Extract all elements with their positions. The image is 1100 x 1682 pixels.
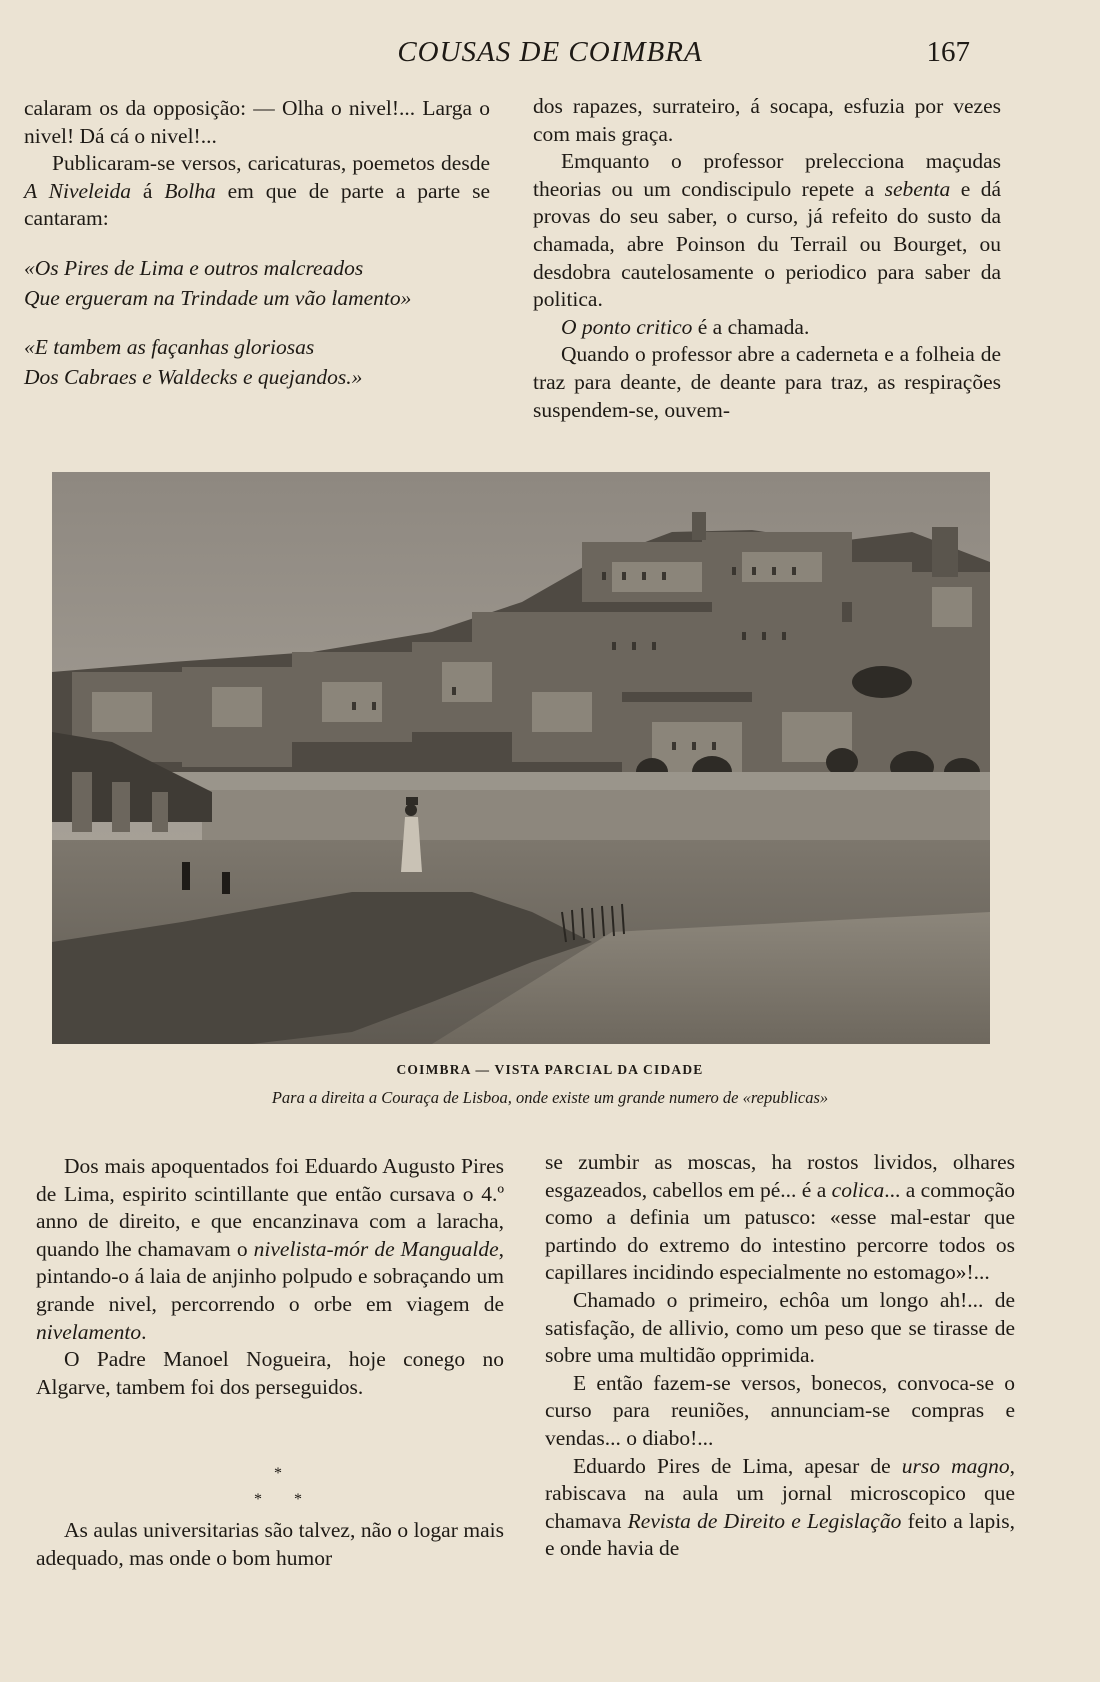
running-title: COUSAS DE COIMBRA (397, 36, 703, 68)
text-span: em que de parte a parte se cantaram: (24, 178, 490, 231)
paragraph (545, 1149, 1015, 1287)
book-title: Bolha (164, 178, 216, 203)
text-span: á (131, 178, 165, 203)
text-span: feito a lapis, e onde havia de (545, 1508, 1015, 1561)
page-header (0, 34, 1100, 74)
text-column-bottom-right (545, 1149, 1015, 1563)
emphasis: colica (831, 1177, 885, 1202)
text-span: é a chamada. (692, 314, 810, 339)
paragraph (24, 150, 490, 233)
emphasis: O ponto critico (561, 314, 693, 339)
text-span: Emquanto o professor prelecciona maçudas theorias ou um condiscipulo repete a (533, 149, 1001, 201)
emphasis: sebenta (884, 176, 951, 201)
text-span: , pintando-o á laia de anjinho polpudo e sobraçando um grande nivel, percorrendo o orbe em viagem de (36, 1236, 504, 1316)
paragraph (36, 1153, 504, 1346)
asterisk: * (294, 1491, 302, 1508)
emphasis: nivelamento (36, 1319, 142, 1344)
photo-caption-subtitle: Para a direita a Couraça de Lisboa, onde existe um grande numero de «republicas» (271, 1088, 829, 1107)
emphasis: urso magno (901, 1453, 1010, 1478)
verse-line: Dos Cabraes e Waldecks e quejandos.» (24, 364, 363, 389)
verse-line: Que ergueram na Trindade um vão lamento» (24, 285, 412, 310)
emphasis: Revista de Direito e Legislação (627, 1508, 902, 1533)
verse-line: «E tambem as façanhas gloriosas (24, 335, 315, 360)
text-span: se zumbir as moscas, ha rostos lividos, olhares esgazeados, cabellos em pé... é a (545, 1150, 1015, 1202)
paragraph: Chamado o primeiro, echôa um longo ah!... de satisfação, de allivio, como um peso que se tirasse de sobre uma multidão opprimida. (545, 1287, 1015, 1368)
asterisk: * (274, 1465, 282, 1482)
text-span: . (141, 1319, 147, 1344)
text-column-top-left (24, 95, 490, 391)
verse-line: «Os Pires de Lima e outros malcreados (24, 255, 364, 280)
paragraph: O Padre Manoel Nogueira, hoje conego no Algarve, tambem foi dos perseguidos. (36, 1347, 504, 1399)
paragraph: E então fazem-se versos, bonecos, convoca-se o curso para reuniões, annunciam-se compras e vendas... o diabo!... (545, 1370, 1015, 1450)
coimbra-city-photo (52, 472, 990, 1044)
text-span: ... a commoção como a definia um patusco: «esse mal-estar que partindo do extremo do intestino percorre todos os capillares incidindo especialmente no estomago»!... (545, 1177, 1015, 1285)
paragraph: Quando o professor abre a caderneta e a folheia de traz para deante, de deante para traz, as respirações suspendem-se, ouvem- (533, 342, 1001, 422)
paragraph (545, 1453, 1015, 1563)
photo-caption-title: COIMBRA — VISTA PARCIAL DA CIDADE (396, 1062, 704, 1077)
paragraph: calaram os da opposição: — Olha o nivel!... Larga o nivel! Dá cá o nivel!... (24, 96, 490, 148)
text-span: , rabiscava na aula um jornal microscopico que chamava (545, 1453, 1015, 1533)
text-span: Publicaram-se versos, caricaturas, poemetos desde (52, 151, 490, 176)
text-span: Dos mais apoquentados foi Eduardo Augusto Pires de Lima, espirito scintillante que então cursava o 4.º anno de direito, e que encanzinava com a laracha, quando lhe chamavam o (36, 1154, 504, 1261)
page-number: 167 (926, 36, 970, 68)
city-photo-icon (52, 472, 990, 1044)
paragraph (533, 148, 1001, 314)
emphasis: nivelista-mór de Mangualde (253, 1236, 499, 1261)
text-span: e dá provas do seu saber, o curso, já refeito do susto da chamada, abre Poinson du Terrail ou Bourget, ou desdobra cautelosamente o periodico para saber da politica. (533, 176, 1001, 312)
text-column-top-right (533, 93, 1001, 424)
book-title: A Niveleida (24, 178, 132, 203)
asterism (250, 1465, 320, 1515)
paragraph (533, 314, 1001, 342)
paragraph: dos rapazes, surrateiro, á socapa, esfuzia por vezes com mais graça. (533, 94, 1001, 146)
paragraph: As aulas universitarias são talvez, não o logar mais adequado, mas onde o bom humor (36, 1518, 504, 1570)
text-span: Eduardo Pires de Lima, apesar de (573, 1453, 902, 1478)
asterisk: * (254, 1491, 262, 1508)
